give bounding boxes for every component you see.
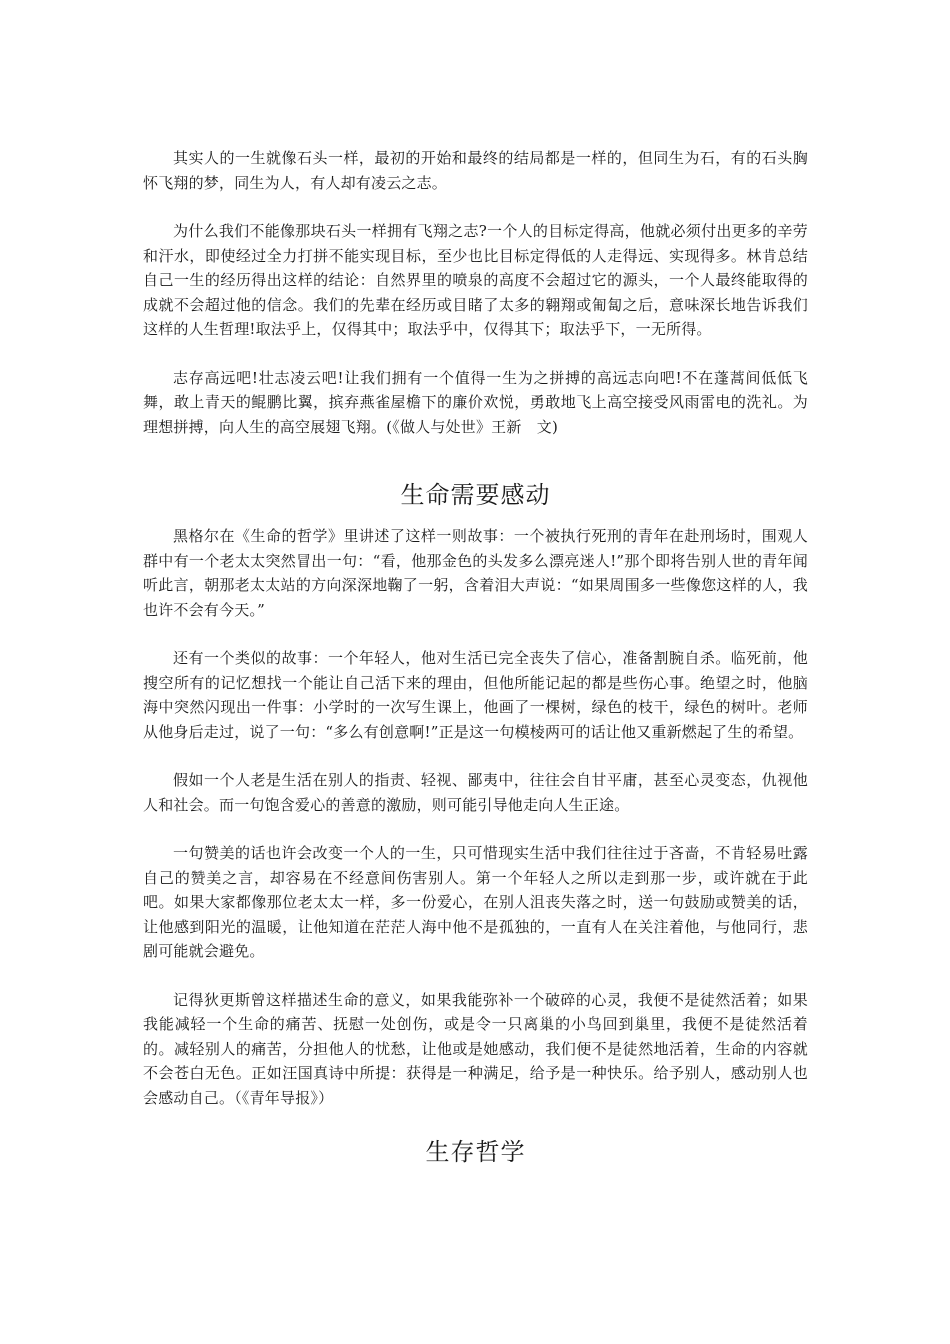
paragraph: 黑格尔在《生命的哲学》里讲述了这样一则故事：一个被执行死刑的青年在赴刑场时，围观人群中有一个老太太突然冒出一句：“看，他那金色的头发多么漂亮迷人!”那个即将告别人世的青年闻听此言，朝那老太太站的方向深深地鞠了一躬，含着泪大声说：“如果周围多一些像您这样的人，我也许不会有今天。” <box>143 527 808 619</box>
paragraph: 其实人的一生就像石头一样，最初的开始和最终的结局都是一样的，但同生为石，有的石头胸怀飞翔的梦，同生为人，有人却有凌云之志。 <box>143 149 808 192</box>
paragraph: 为什么我们不能像那块石头一样拥有飞翔之志?一个人的目标定得高，他就必须付出更多的辛劳和汗水，即使经过全力打拼不能实现目标，至少也比目标定得低的人走得远、实现得多。林肯总结自己一生的经历得出这样的结论：自然界里的喷泉的高度不会超过它的源头，一个人最终能取得的成就不会超过他的信念。我们的先辈在经历或目睹了太多的翱翔或匍匐之后，意味深长地告诉我们这样的人生哲理!取法乎上，仅得其中；取法乎中，仅得其下；取法乎下，一无所得。 <box>143 222 808 338</box>
paragraph: 假如一个人老是生活在别人的指责、轻视、鄙夷中，往往会自甘平庸，甚至心灵变态，仇视他人和社会。而一句饱含爱心的善意的激励，则可能引导他走向人生正途。 <box>143 771 808 814</box>
paragraph: 还有一个类似的故事：一个年轻人，他对生活已完全丧失了信心，准备割腕自杀。临死前，他搜空所有的记忆想找一个能让自己活下来的理由，但他所能记起的都是些伤心事。绝望之时，他脑海中突然闪现出一件事：小学时的一次写生课上，他画了一棵树，绿色的枝干，绿色的树叶。老师从他身后走过，说了一句：“多么有创意啊!”正是这一句模棱两可的话让他又重新燃起了生的希望。 <box>143 649 808 741</box>
paragraph: 志存高远吧!壮志凌云吧!让我们拥有一个值得一生为之拼搏的高远志向吧!不在蓬蒿间低低飞舞，敢上青天的鲲鹏比翼，摈弃燕雀屋檐下的廉价欢悦，勇敢地飞上高空接受风雨雷电的洗礼。为理想拼搏，向人生的高空展翅飞翔。(《做人与处世》王新 文) <box>143 368 808 436</box>
section-title: 生存哲学 <box>425 1138 526 1166</box>
paragraph: 记得狄更斯曾这样描述生命的意义，如果我能弥补一个破碎的心灵，我便不是徒然活着；如果我能减轻一个生命的痛苦、抚慰一处创伤，或是令一只离巢的小鸟回到巢里，我便不是徒然活着的。减轻别人的痛苦，分担他人的忧愁，让他或是她感动，我们便不是徒然地活着，生命的内容就不会苍白无色。正如汪国真诗中所提：获得是一种满足，给予是一种快乐。给予别人，感动别人也会感动自己。（《青年导报》） <box>143 990 808 1107</box>
paragraph: 一句赞美的话也许会改变一个人的一生，只可惜现实生活中我们往往过于吝啬，不肯轻易吐露自己的赞美之言，却容易在不经意间伤害别人。第一个年轻人之所以走到那一步，或许就在于此吧。如果大家都像那位老太太一样，多一份爱心，在别人沮丧失落之时，送一句鼓励或赞美的话，让他感到阳光的温暖，让他知道在茫茫人海中他不是孤独的，一直有人在关注着他，与他同行，悲剧可能就会避免。 <box>143 844 808 960</box>
section-title: 生命需要感动 <box>400 481 551 509</box>
document-page <box>143 146 808 1167</box>
